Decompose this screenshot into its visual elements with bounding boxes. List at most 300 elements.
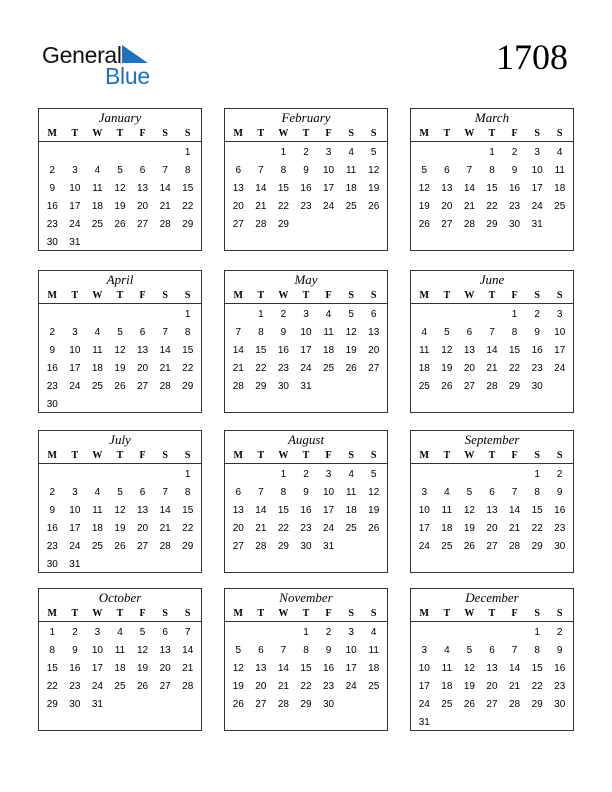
day-grid	[411, 304, 573, 396]
day-cell: 12	[418, 183, 430, 194]
day-cell: 2	[534, 309, 540, 320]
day-cell: 21	[255, 201, 267, 212]
day-cell: 4	[94, 165, 101, 176]
month-june	[410, 270, 574, 413]
day-cell: 25	[345, 523, 357, 534]
day-cell: 26	[368, 201, 380, 212]
day-cell: 9	[72, 645, 78, 656]
weekday-header: T	[443, 450, 451, 461]
day-cell: 12	[463, 505, 475, 516]
day-cell: 30	[323, 699, 335, 710]
day-cell: 3	[325, 469, 332, 480]
day-cell: 6	[444, 165, 450, 176]
day-cell: 19	[137, 663, 149, 674]
empty-day-cell	[250, 466, 273, 484]
day-cell: 2	[49, 327, 56, 338]
calendar-year: 1708	[496, 37, 568, 77]
day-cell: 9	[280, 327, 287, 338]
day-cell: 30	[531, 381, 543, 392]
day-cell: 9	[556, 645, 563, 656]
day-cell: 5	[117, 487, 123, 498]
day-cell: 29	[46, 699, 58, 710]
weekday-header: W	[278, 450, 289, 461]
empty-day-cell	[41, 144, 64, 162]
weekday-header-row	[225, 606, 387, 622]
weekday-header: M	[47, 608, 57, 619]
day-cell: 27	[368, 363, 380, 374]
empty-day-cell	[436, 144, 459, 162]
day-cell: 28	[255, 219, 267, 230]
day-cell: 4	[348, 469, 354, 480]
day-cell: 6	[139, 487, 146, 498]
month-title: April	[106, 272, 134, 287]
empty-day-cell	[86, 144, 109, 162]
day-cell: 20	[486, 681, 498, 692]
weekday-header-row	[225, 448, 387, 464]
day-cell: 21	[182, 663, 194, 674]
day-cell: 12	[368, 487, 380, 498]
day-cell: 1	[184, 309, 191, 320]
weekday-header: M	[233, 608, 243, 619]
day-cell: 18	[345, 505, 357, 516]
month-february	[224, 108, 388, 251]
day-cell: 30	[277, 381, 289, 392]
day-cell: 16	[46, 523, 58, 534]
day-cell: 17	[418, 681, 430, 692]
day-cell: 16	[300, 505, 312, 516]
day-cell: 30	[554, 541, 566, 552]
day-cell: 3	[303, 309, 309, 320]
weekday-header: S	[556, 290, 563, 301]
empty-day-cell	[86, 466, 109, 484]
day-cell: 14	[232, 345, 244, 356]
weekday-header: S	[162, 450, 168, 461]
day-cell: 10	[69, 505, 81, 516]
day-cell: 4	[348, 147, 354, 158]
day-cell: 13	[486, 505, 498, 516]
empty-day-cell	[481, 624, 504, 642]
day-cell: 25	[441, 541, 453, 552]
weekday-header: T	[488, 608, 496, 619]
day-cell: 16	[69, 663, 81, 674]
day-cell: 22	[182, 363, 194, 374]
day-cell: 1	[511, 309, 518, 320]
weekday-header: W	[278, 608, 289, 619]
weekday-header-row	[411, 448, 573, 464]
day-cell: 9	[303, 165, 309, 176]
day-cell: 28	[159, 381, 171, 392]
day-cell: 4	[421, 327, 428, 338]
day-cell: 15	[509, 345, 521, 356]
day-cell: 5	[466, 645, 473, 656]
day-cell: 3	[325, 147, 332, 158]
weekday-header-row	[39, 288, 201, 304]
day-cell: 18	[91, 201, 103, 212]
empty-day-cell	[436, 466, 459, 484]
day-cell: 7	[184, 627, 191, 638]
day-cell: 9	[325, 645, 332, 656]
day-grid	[411, 142, 573, 234]
empty-day-cell	[154, 306, 177, 324]
weekday-header: S	[184, 450, 191, 461]
empty-day-cell	[109, 144, 132, 162]
day-cell: 24	[91, 681, 103, 692]
weekday-header: W	[464, 290, 475, 301]
day-cell: 26	[114, 541, 126, 552]
day-cell: 22	[300, 681, 312, 692]
day-cell: 18	[91, 363, 103, 374]
weekday-header: T	[302, 290, 310, 301]
day-cell: 13	[463, 345, 475, 356]
day-cell: 11	[554, 165, 565, 176]
empty-day-cell	[41, 306, 64, 324]
day-cell: 21	[463, 201, 475, 212]
day-cell: 6	[370, 309, 377, 320]
day-grid	[39, 464, 201, 574]
day-cell: 3	[534, 147, 540, 158]
day-cell: 27	[232, 219, 244, 230]
day-cell: 4	[94, 487, 101, 498]
day-cell: 13	[441, 183, 453, 194]
day-grid	[411, 464, 573, 556]
day-cell: 7	[162, 327, 168, 338]
day-cell: 31	[531, 219, 543, 230]
day-cell: 18	[441, 681, 453, 692]
day-cell: 27	[232, 541, 244, 552]
day-cell: 25	[554, 201, 566, 212]
day-cell: 28	[182, 681, 194, 692]
day-cell: 1	[49, 627, 56, 638]
empty-day-cell	[458, 466, 481, 484]
month-july	[38, 430, 202, 573]
day-cell: 22	[46, 681, 58, 692]
day-cell: 21	[509, 681, 521, 692]
empty-day-cell	[109, 306, 132, 324]
day-cell: 29	[509, 381, 521, 392]
day-cell: 15	[531, 505, 543, 516]
brand-blue-text: Blue	[105, 63, 150, 89]
day-cell: 13	[159, 645, 171, 656]
day-cell: 20	[486, 523, 498, 534]
day-cell: 23	[323, 681, 335, 692]
weekday-header: F	[511, 608, 518, 619]
day-cell: 24	[554, 363, 566, 374]
day-cell: 12	[441, 345, 453, 356]
day-cell: 2	[280, 309, 287, 320]
day-cell: 24	[69, 381, 81, 392]
day-cell: 18	[323, 345, 335, 356]
day-cell: 19	[114, 201, 126, 212]
weekday-header-row	[411, 288, 573, 304]
day-cell: 10	[531, 165, 543, 176]
day-cell: 16	[323, 663, 335, 674]
day-cell: 24	[418, 699, 430, 710]
weekday-header: M	[233, 128, 243, 139]
day-cell: 5	[139, 627, 146, 638]
weekday-header: T	[488, 290, 496, 301]
empty-day-cell	[272, 624, 295, 642]
day-cell: 2	[556, 469, 563, 480]
day-cell: 24	[69, 541, 81, 552]
day-cell: 8	[280, 165, 287, 176]
weekday-header: W	[464, 608, 475, 619]
day-cell: 11	[92, 345, 103, 356]
day-cell: 7	[235, 327, 242, 338]
day-cell: 18	[91, 523, 103, 534]
day-grid	[39, 622, 201, 714]
weekday-header: M	[233, 290, 243, 301]
day-cell: 6	[235, 487, 242, 498]
day-cell: 19	[441, 363, 453, 374]
day-cell: 19	[368, 183, 380, 194]
month-title: June	[479, 272, 505, 287]
day-grid	[39, 142, 201, 252]
empty-day-cell	[131, 306, 154, 324]
day-cell: 14	[159, 183, 171, 194]
day-cell: 29	[255, 381, 267, 392]
day-cell: 21	[159, 201, 171, 212]
day-cell: 14	[486, 345, 498, 356]
day-cell: 20	[463, 363, 475, 374]
weekday-header: S	[370, 608, 377, 619]
day-cell: 11	[441, 663, 453, 674]
day-cell: 14	[255, 505, 267, 516]
day-cell: 18	[345, 183, 357, 194]
weekday-header: F	[325, 290, 332, 301]
weekday-header: F	[511, 290, 518, 301]
empty-day-cell	[227, 306, 250, 324]
month-title: September	[464, 432, 520, 447]
day-cell: 9	[303, 487, 309, 498]
day-cell: 31	[69, 559, 81, 570]
empty-day-cell	[458, 144, 481, 162]
weekday-header: S	[534, 608, 540, 619]
day-cell: 4	[556, 147, 563, 158]
empty-day-cell	[227, 144, 250, 162]
day-cell: 21	[159, 363, 171, 374]
day-grid	[225, 464, 387, 556]
month-october	[38, 588, 202, 731]
empty-day-cell	[481, 306, 504, 324]
weekday-header: F	[139, 290, 146, 301]
day-cell: 17	[323, 183, 335, 194]
day-cell: 23	[300, 201, 312, 212]
day-cell: 23	[46, 219, 58, 230]
day-cell: 7	[258, 487, 264, 498]
day-cell: 23	[277, 363, 289, 374]
day-cell: 23	[509, 201, 521, 212]
day-cell: 4	[117, 627, 123, 638]
day-cell: 7	[511, 487, 518, 498]
weekday-header: F	[139, 608, 146, 619]
day-cell: 5	[117, 327, 123, 338]
day-cell: 13	[137, 345, 149, 356]
weekday-header: W	[464, 450, 475, 461]
day-cell: 1	[534, 627, 540, 638]
day-cell: 22	[182, 523, 194, 534]
day-cell: 3	[72, 487, 78, 498]
day-cell: 27	[486, 699, 498, 710]
day-cell: 9	[49, 345, 56, 356]
day-cell: 22	[277, 201, 289, 212]
day-cell: 10	[418, 505, 430, 516]
day-cell: 15	[486, 183, 498, 194]
day-cell: 26	[463, 699, 475, 710]
day-cell: 5	[466, 487, 473, 498]
day-cell: 19	[368, 505, 380, 516]
day-cell: 4	[325, 309, 332, 320]
day-cell: 24	[418, 541, 430, 552]
weekday-header: M	[419, 608, 429, 619]
weekday-header: F	[325, 450, 332, 461]
day-cell: 31	[69, 237, 81, 248]
month-march	[410, 108, 574, 251]
day-cell: 7	[466, 165, 473, 176]
day-cell: 28	[255, 541, 267, 552]
day-cell: 7	[162, 487, 168, 498]
day-cell: 5	[370, 469, 377, 480]
month-january	[38, 108, 202, 251]
day-cell: 25	[345, 201, 357, 212]
day-cell: 13	[368, 327, 380, 338]
day-cell: 27	[159, 681, 171, 692]
weekday-header: F	[139, 128, 146, 139]
day-grid	[225, 304, 387, 396]
day-cell: 27	[137, 219, 149, 230]
day-cell: 26	[463, 541, 475, 552]
day-cell: 22	[182, 201, 194, 212]
day-cell: 6	[162, 627, 168, 638]
empty-day-cell	[413, 466, 436, 484]
day-cell: 26	[114, 219, 126, 230]
month-title: December	[465, 590, 519, 605]
day-cell: 6	[139, 165, 146, 176]
day-cell: 18	[368, 663, 380, 674]
day-cell: 25	[114, 681, 126, 692]
day-cell: 1	[489, 147, 495, 158]
weekday-header: W	[92, 290, 103, 301]
day-cell: 30	[46, 559, 58, 570]
day-cell: 13	[137, 183, 149, 194]
weekday-header: M	[419, 290, 429, 301]
day-cell: 10	[345, 645, 357, 656]
weekday-header: T	[71, 450, 79, 461]
weekday-header: F	[511, 450, 518, 461]
weekday-header: W	[92, 608, 103, 619]
day-cell: 15	[300, 663, 312, 674]
day-cell: 29	[531, 541, 543, 552]
weekday-header: F	[139, 450, 146, 461]
day-cell: 28	[277, 699, 289, 710]
day-cell: 30	[509, 219, 521, 230]
day-cell: 1	[303, 627, 309, 638]
day-cell: 20	[255, 681, 267, 692]
day-cell: 20	[368, 345, 380, 356]
day-cell: 19	[418, 201, 430, 212]
day-cell: 6	[235, 165, 242, 176]
day-cell: 11	[114, 645, 126, 656]
day-cell: 25	[91, 541, 103, 552]
day-cell: 17	[300, 345, 312, 356]
weekday-header: S	[184, 290, 191, 301]
weekday-header: F	[325, 608, 332, 619]
day-cell: 5	[235, 645, 242, 656]
day-cell: 20	[137, 523, 149, 534]
empty-day-cell	[458, 624, 481, 642]
day-cell: 29	[277, 541, 289, 552]
day-cell: 11	[419, 345, 430, 356]
day-cell: 10	[91, 645, 103, 656]
day-cell: 9	[556, 487, 563, 498]
weekday-header: S	[556, 128, 563, 139]
day-cell: 10	[69, 345, 81, 356]
day-cell: 31	[91, 699, 103, 710]
day-cell: 7	[489, 327, 495, 338]
day-cell: 15	[182, 505, 194, 516]
day-cell: 3	[72, 327, 78, 338]
day-cell: 17	[531, 183, 543, 194]
day-cell: 11	[92, 183, 103, 194]
day-cell: 8	[511, 327, 518, 338]
month-title: August	[287, 432, 325, 447]
day-grid	[225, 622, 387, 714]
empty-day-cell	[413, 306, 436, 324]
empty-day-cell	[64, 466, 87, 484]
month-august	[224, 430, 388, 573]
day-cell: 14	[159, 345, 171, 356]
day-cell: 26	[418, 219, 430, 230]
day-cell: 19	[345, 345, 357, 356]
day-cell: 24	[323, 523, 335, 534]
day-cell: 14	[255, 183, 267, 194]
weekday-header: S	[534, 450, 540, 461]
weekday-header: S	[348, 128, 354, 139]
day-cell: 9	[534, 327, 540, 338]
day-cell: 10	[300, 327, 312, 338]
weekday-header: T	[71, 128, 79, 139]
weekday-header: S	[556, 450, 563, 461]
day-cell: 29	[300, 699, 312, 710]
day-cell: 12	[232, 663, 244, 674]
day-cell: 22	[531, 681, 543, 692]
day-cell: 17	[69, 523, 81, 534]
empty-day-cell	[227, 466, 250, 484]
day-cell: 19	[463, 523, 475, 534]
day-cell: 20	[159, 663, 171, 674]
day-cell: 30	[300, 541, 312, 552]
day-cell: 2	[72, 627, 78, 638]
day-cell: 2	[303, 469, 309, 480]
day-cell: 19	[114, 363, 126, 374]
month-title: February	[281, 110, 331, 125]
month-title: March	[474, 110, 510, 125]
day-cell: 26	[114, 381, 126, 392]
day-cell: 19	[463, 681, 475, 692]
day-cell: 21	[255, 523, 267, 534]
month-title: July	[109, 432, 131, 447]
weekday-header: S	[534, 128, 540, 139]
day-cell: 11	[345, 487, 357, 498]
day-cell: 16	[554, 663, 566, 674]
day-cell: 17	[91, 663, 103, 674]
day-cell: 9	[49, 505, 56, 516]
day-cell: 10	[554, 327, 566, 338]
day-cell: 20	[441, 201, 453, 212]
day-cell: 1	[184, 469, 191, 480]
day-cell: 17	[69, 363, 81, 374]
day-cell: 26	[441, 381, 453, 392]
day-cell: 15	[277, 505, 289, 516]
